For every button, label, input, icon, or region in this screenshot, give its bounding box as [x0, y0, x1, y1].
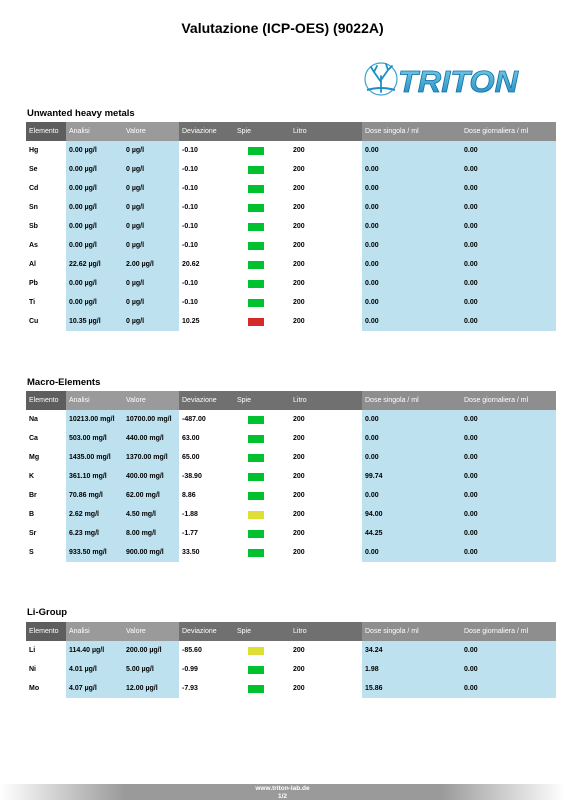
table-row — [26, 160, 556, 179]
cell-va: 12.00 µg/l — [123, 679, 179, 698]
cell-va: 400.00 mg/l — [123, 467, 179, 486]
cell-an: 0.00 µg/l — [66, 236, 123, 255]
cell-li: 200 — [293, 492, 305, 499]
cell-ds: 99.74 — [362, 467, 461, 486]
col-header: Dose giornaliera / ml — [461, 122, 556, 141]
status-indicator — [248, 435, 264, 443]
status-cell — [234, 141, 290, 160]
status-cell — [234, 198, 290, 217]
status-indicator — [248, 666, 264, 674]
status-indicator — [248, 242, 264, 250]
cell-ds: 0.00 — [362, 236, 461, 255]
cell-an: 0.00 µg/l — [66, 141, 123, 160]
cell-dg: 0.00 — [461, 198, 556, 217]
macro-elements-table — [26, 391, 556, 562]
section-title: Li-Group — [27, 607, 68, 618]
cell-an: 22.62 µg/l — [66, 255, 123, 274]
cell-an: 0.00 µg/l — [66, 179, 123, 198]
col-header: Litro — [290, 122, 362, 141]
status-cell — [234, 505, 290, 524]
cell-li: 200 — [293, 454, 305, 461]
cell-dg: 0.00 — [461, 160, 556, 179]
status-indicator — [248, 280, 264, 288]
status-cell — [234, 543, 290, 562]
table-row — [26, 293, 556, 312]
section-title: Macro-Elements — [27, 377, 101, 388]
cell-li: 200 — [293, 261, 305, 268]
cell-ds: 0.00 — [362, 448, 461, 467]
status-indicator — [248, 492, 264, 500]
status-cell — [234, 312, 290, 331]
cell-de: -1.77 — [182, 530, 198, 537]
cell-va: 0 µg/l — [123, 160, 179, 179]
cell-va: 0 µg/l — [123, 217, 179, 236]
cell-an: 933.50 mg/l — [66, 543, 123, 562]
cell-de: -85.60 — [182, 647, 202, 654]
cell-de: -0.10 — [182, 223, 198, 230]
cell-el: Ca — [29, 435, 38, 442]
status-indicator — [248, 511, 264, 519]
cell-ds: 0.00 — [362, 486, 461, 505]
cell-el: Li — [29, 647, 36, 654]
cell-de: -0.10 — [182, 185, 198, 192]
cell-ds: 0.00 — [362, 312, 461, 331]
cell-dg: 0.00 — [461, 274, 556, 293]
cell-li: 200 — [293, 147, 305, 154]
cell-el: Al — [29, 261, 36, 268]
cell-li: 200 — [293, 185, 305, 192]
cell-ds: 94.00 — [362, 505, 461, 524]
cell-li: 200 — [293, 647, 305, 654]
status-cell — [234, 660, 290, 679]
cell-el: Sr — [29, 530, 37, 537]
status-cell — [234, 641, 290, 660]
table-row — [26, 429, 556, 448]
cell-dg: 0.00 — [461, 486, 556, 505]
cell-dg: 0.00 — [461, 236, 556, 255]
table-row — [26, 486, 556, 505]
table-row — [26, 679, 556, 698]
cell-li: 200 — [293, 666, 305, 673]
cell-el: S — [29, 549, 34, 556]
cell-de: 65.00 — [182, 454, 200, 461]
cell-li: 200 — [293, 511, 305, 518]
cell-va: 0 µg/l — [123, 179, 179, 198]
table-row — [26, 467, 556, 486]
cell-ds: 0.00 — [362, 429, 461, 448]
cell-va: 0 µg/l — [123, 274, 179, 293]
col-header: Analisi — [66, 122, 123, 141]
table-row — [26, 505, 556, 524]
cell-li: 200 — [293, 530, 305, 537]
cell-dg: 0.00 — [461, 543, 556, 562]
cell-va: 8.00 mg/l — [123, 524, 179, 543]
footer-url[interactable]: www.triton-lab.de — [255, 785, 310, 792]
status-cell — [234, 524, 290, 543]
cell-de: -0.10 — [182, 242, 198, 249]
cell-dg: 0.00 — [461, 524, 556, 543]
col-header: Spie — [234, 122, 290, 141]
triton-logo — [362, 58, 522, 102]
cell-an: 0.00 µg/l — [66, 198, 123, 217]
status-indicator — [248, 318, 264, 326]
cell-dg: 0.00 — [461, 429, 556, 448]
col-header: Elemento — [26, 622, 66, 641]
status-indicator — [248, 473, 264, 481]
col-header: Analisi — [66, 391, 123, 410]
col-header: Valore — [123, 391, 179, 410]
cell-el: As — [29, 242, 38, 249]
col-header: Valore — [123, 122, 179, 141]
cell-li: 200 — [293, 166, 305, 173]
cell-dg: 0.00 — [461, 141, 556, 160]
cell-va: 10700.00 mg/l — [123, 410, 179, 429]
status-cell — [234, 217, 290, 236]
cell-de: 10.25 — [182, 318, 200, 325]
cell-an: 114.40 µg/l — [66, 641, 123, 660]
table-row — [26, 543, 556, 562]
col-header: Spie — [234, 622, 290, 641]
table-row — [26, 274, 556, 293]
col-header: Litro — [290, 622, 362, 641]
header-row — [26, 622, 556, 641]
cell-el: Sn — [29, 204, 38, 211]
status-cell — [234, 448, 290, 467]
cell-el: Mg — [29, 454, 40, 461]
li-group-table — [26, 622, 556, 698]
cell-ds: 44.25 — [362, 524, 461, 543]
cell-li: 200 — [293, 242, 305, 249]
status-indicator — [248, 530, 264, 538]
table-row — [26, 448, 556, 467]
cell-va: 440.00 mg/l — [123, 429, 179, 448]
cell-de: -1.88 — [182, 511, 198, 518]
cell-dg: 0.00 — [461, 505, 556, 524]
cell-dg: 0.00 — [461, 679, 556, 698]
cell-va: 0 µg/l — [123, 198, 179, 217]
cell-ds: 0.00 — [362, 198, 461, 217]
col-header: Dose giornaliera / ml — [461, 391, 556, 410]
cell-li: 200 — [293, 280, 305, 287]
cell-li: 200 — [293, 223, 305, 230]
cell-va: 0 µg/l — [123, 236, 179, 255]
status-indicator — [248, 299, 264, 307]
status-indicator — [248, 166, 264, 174]
cell-el: B — [29, 511, 35, 518]
status-cell — [234, 236, 290, 255]
cell-va: 0 µg/l — [123, 293, 179, 312]
table-row — [26, 179, 556, 198]
cell-dg: 0.00 — [461, 410, 556, 429]
cell-de: -0.10 — [182, 147, 198, 154]
cell-li: 200 — [293, 299, 305, 306]
cell-dg: 0.00 — [461, 467, 556, 486]
table-row — [26, 641, 556, 660]
cell-dg: 0.00 — [461, 255, 556, 274]
status-cell — [234, 410, 290, 429]
cell-el: Se — [29, 166, 38, 173]
cell-ds: 0.00 — [362, 410, 461, 429]
cell-li: 200 — [293, 473, 305, 480]
logo-wordmark: TRITON — [398, 64, 519, 99]
cell-li: 200 — [293, 416, 305, 423]
cell-de: -0.99 — [182, 666, 198, 673]
col-header: Dose singola / ml — [362, 122, 461, 141]
status-cell — [234, 274, 290, 293]
cell-an: 361.10 mg/l — [66, 467, 123, 486]
cell-li: 200 — [293, 318, 305, 325]
cell-de: -487.00 — [182, 416, 206, 423]
col-header: Dose singola / ml — [362, 391, 461, 410]
status-indicator — [248, 185, 264, 193]
status-indicator — [248, 223, 264, 231]
table-row — [26, 141, 556, 160]
cell-an: 4.07 µg/l — [66, 679, 123, 698]
col-header: Dose giornaliera / ml — [461, 622, 556, 641]
cell-ds: 0.00 — [362, 274, 461, 293]
cell-el: Br — [29, 492, 37, 499]
cell-va: 200.00 µg/l — [123, 641, 179, 660]
cell-an: 0.00 µg/l — [66, 217, 123, 236]
cell-el: Cd — [29, 185, 39, 192]
table-row — [26, 312, 556, 331]
cell-de: -0.10 — [182, 299, 198, 306]
status-indicator — [248, 416, 264, 424]
cell-de: 33.50 — [182, 549, 200, 556]
cell-ds: 0.00 — [362, 255, 461, 274]
cell-el: Sb — [29, 223, 38, 230]
cell-ds: 0.00 — [362, 543, 461, 562]
cell-an: 0.00 µg/l — [66, 160, 123, 179]
cell-va: 62.00 mg/l — [123, 486, 179, 505]
cell-de: 8.86 — [182, 492, 196, 499]
status-indicator — [248, 261, 264, 269]
cell-el: K — [29, 473, 35, 480]
cell-dg: 0.00 — [461, 179, 556, 198]
heavy-metals-table — [26, 122, 556, 331]
status-cell — [234, 486, 290, 505]
header-row — [26, 122, 556, 141]
cell-ds: 0.00 — [362, 293, 461, 312]
cell-dg: 0.00 — [461, 312, 556, 331]
status-cell — [234, 293, 290, 312]
header-row — [26, 391, 556, 410]
cell-de: -7.93 — [182, 685, 198, 692]
cell-el: Mo — [29, 685, 40, 692]
cell-an: 0.00 µg/l — [66, 293, 123, 312]
cell-va: 0 µg/l — [123, 312, 179, 331]
cell-ds: 15.86 — [362, 679, 461, 698]
cell-va: 1370.00 mg/l — [123, 448, 179, 467]
col-header: Deviazione — [179, 391, 234, 410]
cell-de: -0.10 — [182, 280, 198, 287]
table-row — [26, 660, 556, 679]
cell-dg: 0.00 — [461, 217, 556, 236]
cell-de: -0.10 — [182, 204, 198, 211]
cell-de: 20.62 — [182, 261, 200, 268]
col-header: Elemento — [26, 122, 66, 141]
status-cell — [234, 679, 290, 698]
cell-ds: 0.00 — [362, 179, 461, 198]
cell-de: -0.10 — [182, 166, 198, 173]
cell-va: 900.00 mg/l — [123, 543, 179, 562]
cell-an: 503.00 mg/l — [66, 429, 123, 448]
col-header: Dose singola / ml — [362, 622, 461, 641]
cell-an: 70.86 mg/l — [66, 486, 123, 505]
table-row — [26, 410, 556, 429]
status-indicator — [248, 549, 264, 557]
cell-an: 4.01 µg/l — [66, 660, 123, 679]
cell-an: 1435.00 mg/l — [66, 448, 123, 467]
page-footer — [0, 784, 565, 800]
page-title: Valutazione (ICP-OES) (9022A) — [181, 20, 384, 36]
cell-el: Ni — [29, 666, 36, 673]
cell-de: -38.90 — [182, 473, 202, 480]
status-indicator — [248, 454, 264, 462]
cell-li: 200 — [293, 549, 305, 556]
cell-ds: 0.00 — [362, 160, 461, 179]
cell-an: 2.62 mg/l — [66, 505, 123, 524]
cell-li: 200 — [293, 685, 305, 692]
cell-de: 63.00 — [182, 435, 200, 442]
table-row — [26, 236, 556, 255]
status-cell — [234, 179, 290, 198]
cell-ds: 1.98 — [362, 660, 461, 679]
status-indicator — [248, 685, 264, 693]
cell-li: 200 — [293, 204, 305, 211]
cell-el: Pb — [29, 280, 38, 287]
cell-ds: 0.00 — [362, 141, 461, 160]
cell-an: 10213.00 mg/l — [66, 410, 123, 429]
status-cell — [234, 255, 290, 274]
status-indicator — [248, 647, 264, 655]
cell-ds: 0.00 — [362, 217, 461, 236]
cell-an: 10.35 µg/l — [66, 312, 123, 331]
cell-va: 4.50 mg/l — [123, 505, 179, 524]
cell-va: 0 µg/l — [123, 141, 179, 160]
col-header: Deviazione — [179, 122, 234, 141]
table-row — [26, 198, 556, 217]
cell-el: Cu — [29, 318, 39, 325]
col-header: Deviazione — [179, 622, 234, 641]
cell-va: 2.00 µg/l — [123, 255, 179, 274]
cell-dg: 0.00 — [461, 448, 556, 467]
status-indicator — [248, 204, 264, 212]
col-header: Elemento — [26, 391, 66, 410]
col-header: Spie — [234, 391, 290, 410]
status-indicator — [248, 147, 264, 155]
cell-el: Hg — [29, 147, 39, 154]
cell-dg: 0.00 — [461, 293, 556, 312]
cell-li: 200 — [293, 435, 305, 442]
section-title: Unwanted heavy metals — [27, 108, 135, 119]
col-header: Valore — [123, 622, 179, 641]
status-cell — [234, 429, 290, 448]
col-header: Analisi — [66, 622, 123, 641]
table-row — [26, 217, 556, 236]
cell-an: 0.00 µg/l — [66, 274, 123, 293]
status-cell — [234, 467, 290, 486]
page-number: 1/2 — [277, 792, 288, 800]
cell-el: Ti — [29, 299, 36, 306]
cell-dg: 0.00 — [461, 660, 556, 679]
cell-an: 6.23 mg/l — [66, 524, 123, 543]
cell-el: Na — [29, 416, 38, 423]
cell-dg: 0.00 — [461, 641, 556, 660]
col-header: Litro — [290, 391, 362, 410]
cell-va: 5.00 µg/l — [123, 660, 179, 679]
table-row — [26, 524, 556, 543]
table-row — [26, 255, 556, 274]
cell-ds: 34.24 — [362, 641, 461, 660]
status-cell — [234, 160, 290, 179]
